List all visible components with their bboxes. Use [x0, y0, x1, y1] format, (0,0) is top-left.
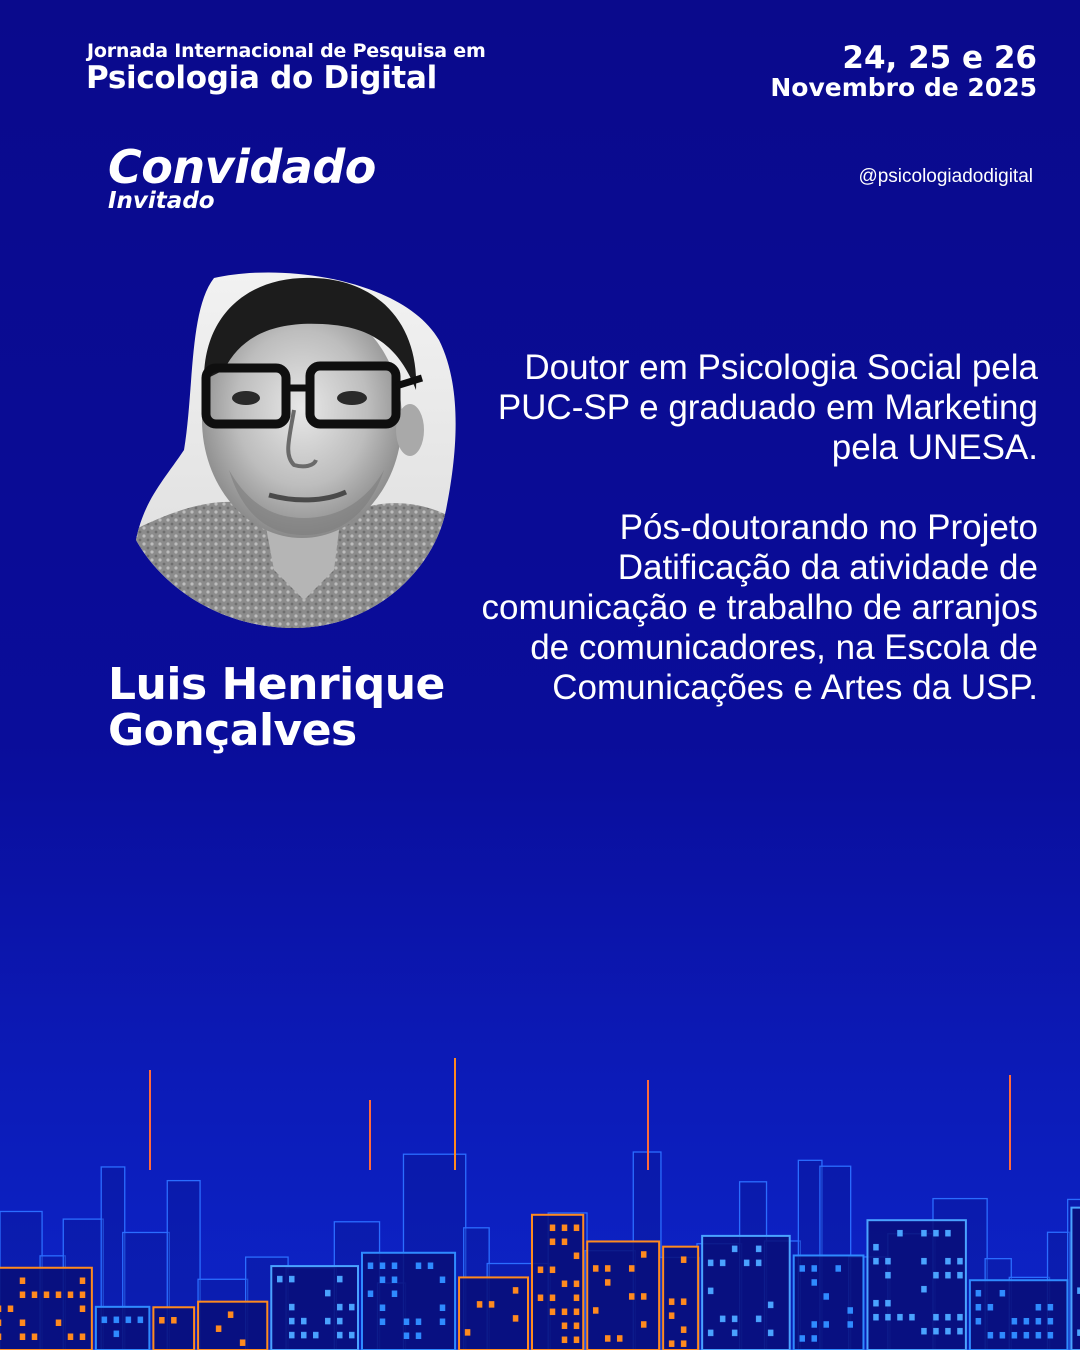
neon-city-skyline [0, 1050, 1080, 1350]
role-title: Convidado [108, 140, 376, 194]
speaker-name-line2: Gonçalves [108, 705, 357, 756]
speaker-name-line1: Luis Henrique [108, 659, 445, 710]
event-month-year: Novembro de 2025 [770, 73, 1037, 102]
event-title-line1: Jornada Internacional de Pesquisa em [87, 40, 486, 62]
speaker-name [108, 659, 445, 756]
speaker-bio [478, 348, 1038, 708]
bio-paragraph-1: Doutor em Psicologia Social pela PUC-SP e graduado em Marketing pela UNESA. [497, 348, 1038, 467]
social-handle: @psicologiadodigital [858, 166, 1033, 187]
event-days: 24, 25 e 26 [842, 40, 1037, 76]
speaker-photo [134, 270, 456, 630]
role-subtitle: Invitado [108, 188, 215, 214]
event-title-line2: Psicologia do Digital [86, 60, 437, 96]
bio-paragraph-2: Pós-doutorando no Projeto Datificação da atividade de comunicação e trabalho de arranjos de comunicadores, na Escola de Comunicações e Artes da USP. [481, 508, 1038, 707]
